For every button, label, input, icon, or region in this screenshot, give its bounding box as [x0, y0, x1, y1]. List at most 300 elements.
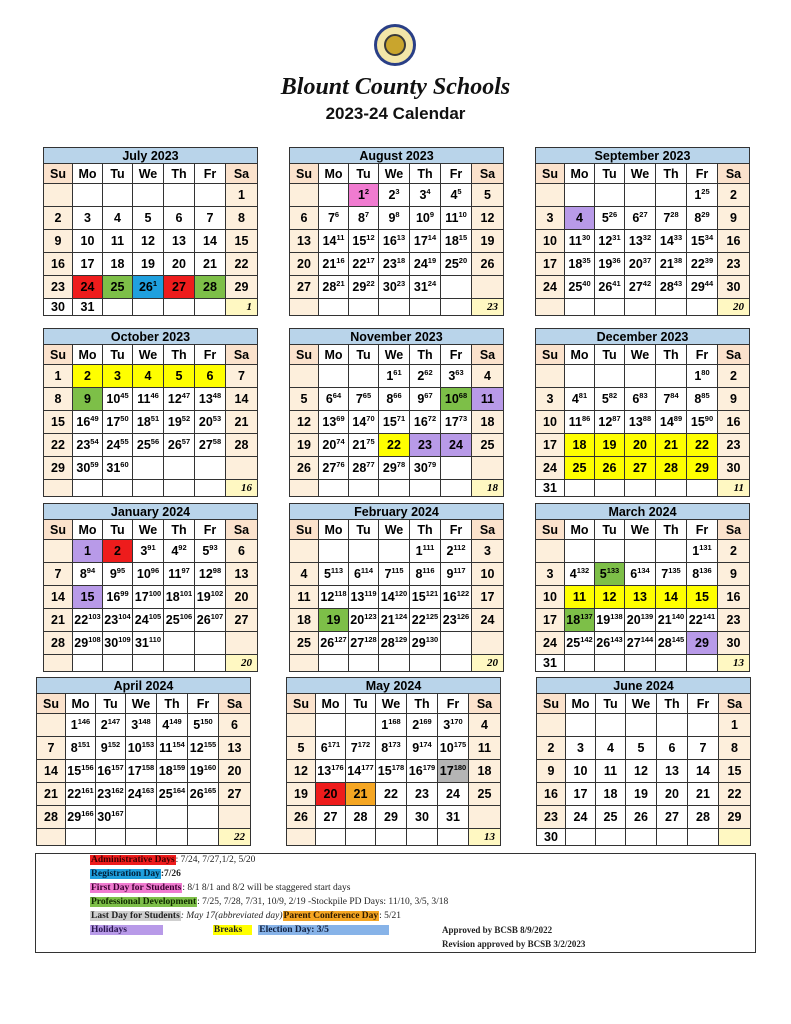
day-number: 19: [326, 613, 341, 627]
empty-cell: [441, 632, 472, 655]
weekday-header: Th: [164, 164, 195, 184]
empty-cell: [349, 655, 379, 672]
school-day-count: 49: [90, 413, 99, 423]
day-number: 5: [601, 392, 609, 406]
day-cell: [687, 253, 718, 276]
day-number: 16: [97, 764, 112, 778]
day-cell: [349, 563, 379, 586]
day-cell: [219, 783, 251, 806]
school-day-count: 56: [150, 436, 160, 446]
day-cell: [126, 760, 157, 783]
day-cell: [536, 609, 565, 632]
day-number: 21: [353, 787, 368, 801]
empty-cell: [44, 540, 73, 563]
day-cell: [287, 760, 316, 783]
day-number: 16: [544, 787, 558, 801]
day-number: 16: [726, 415, 741, 429]
day-number: 27: [633, 461, 647, 475]
day-number: 24: [106, 438, 121, 452]
day-number: 9: [547, 764, 555, 778]
day-number: 10: [136, 567, 151, 581]
weekday-header: We: [625, 345, 656, 365]
day-number: 18: [480, 415, 495, 429]
empty-cell: [536, 299, 565, 316]
day-cell: [687, 230, 718, 253]
day-cell: [410, 230, 441, 253]
day-number: 21: [380, 613, 395, 627]
day-number: 30: [104, 636, 119, 650]
day-cell: [133, 365, 164, 388]
day-cell: [595, 207, 625, 230]
day-cell: [37, 783, 66, 806]
empty-cell: [349, 299, 379, 316]
day-cell: [226, 411, 258, 434]
empty-cell: [133, 299, 164, 316]
school-day-count: 96: [150, 565, 160, 575]
day-cell: [44, 207, 73, 230]
day-cell: [290, 586, 319, 609]
school-day-count: 28: [670, 209, 679, 219]
day-number: 2: [388, 188, 396, 202]
day-cell: [349, 411, 379, 434]
day-number: 25: [480, 438, 495, 452]
day-cell: [469, 760, 501, 783]
day-cell: [37, 806, 66, 829]
school-day-count: 23: [396, 278, 406, 288]
school-day-count: 112: [453, 542, 466, 552]
day-cell: [410, 184, 441, 207]
day-cell: [219, 737, 251, 760]
day-number: 20: [323, 787, 338, 801]
legend-pd-row: [90, 897, 448, 907]
empty-cell: [133, 184, 164, 207]
day-cell: [290, 434, 319, 457]
day-number: 25: [444, 257, 459, 271]
day-number: 12: [141, 234, 155, 248]
day-cell: [565, 632, 595, 655]
day-cell: [379, 230, 410, 253]
page-title: Blount County Schools: [280, 74, 511, 100]
day-number: 17: [480, 590, 495, 604]
empty-cell: [103, 655, 133, 672]
day-cell: [536, 563, 565, 586]
legend-first-day-text: : 8/1 8/1 and 8/2 will be staggered start days: [182, 883, 351, 893]
school-day-count: 84: [670, 390, 679, 400]
school-day-count: 10: [458, 209, 467, 219]
day-cell: [438, 737, 469, 760]
weekday-header: Tu: [103, 520, 133, 540]
day-cell: [96, 760, 126, 783]
legend-first-day-row: [90, 883, 350, 893]
day-number: 1: [84, 544, 91, 558]
school-day-count: 153: [141, 739, 155, 749]
day-number: 16: [382, 234, 397, 248]
day-number: 23: [726, 438, 741, 452]
school-day-count: 8: [395, 209, 400, 219]
day-number: 1: [54, 369, 62, 383]
school-day-count: 48: [212, 390, 222, 400]
month-calendar: [535, 328, 750, 497]
day-number: 21: [696, 787, 710, 801]
day-number: 23: [726, 257, 741, 271]
weekday-header: Mo: [66, 694, 96, 714]
day-number: 2: [100, 718, 108, 732]
day-cell: [349, 184, 379, 207]
day-number: 14: [352, 415, 367, 429]
day-cell: [73, 434, 103, 457]
day-cell: [96, 737, 126, 760]
day-cell: [287, 806, 316, 829]
day-cell: [226, 276, 258, 299]
weekday-header: Sa: [469, 694, 501, 714]
school-day-count: 117: [453, 565, 466, 575]
day-cell: [126, 737, 157, 760]
day-number: 11: [297, 590, 311, 604]
day-cell: [626, 760, 657, 783]
day-cell: [718, 230, 750, 253]
day-number: 9: [730, 392, 737, 406]
day-cell: [44, 276, 73, 299]
school-day-count: 168: [388, 716, 401, 726]
day-number: 23: [415, 787, 429, 801]
school-day-count: 89: [673, 413, 683, 423]
day-cell: [349, 388, 379, 411]
school-day-count: 61: [393, 367, 402, 377]
day-number: 17: [543, 257, 557, 271]
day-number: 23: [104, 613, 119, 627]
weekday-header: Th: [410, 520, 441, 540]
weekday-header: Mo: [319, 520, 349, 540]
school-day-count: 175: [453, 739, 467, 749]
day-cell: [625, 586, 656, 609]
weekday-header: Fr: [188, 694, 219, 714]
day-cell: [410, 365, 441, 388]
day-number: 28: [234, 438, 249, 452]
school-day-count: 137: [580, 611, 593, 621]
empty-cell: [37, 829, 66, 846]
weekday-header: Su: [290, 345, 319, 365]
day-cell: [290, 632, 319, 655]
day-cell: [536, 276, 565, 299]
day-number: 5: [297, 741, 305, 755]
approval-note: Approved by BCSB 8/9/2022: [442, 925, 553, 935]
day-number: 6: [325, 392, 333, 406]
day-cell: [656, 411, 687, 434]
day-number: 26: [294, 810, 308, 824]
school-day-count: 128: [364, 634, 377, 644]
day-cell: [595, 434, 625, 457]
day-number: 28: [322, 280, 337, 294]
weekday-header: Th: [657, 694, 688, 714]
day-number: 3: [114, 369, 121, 383]
day-number: 31: [106, 461, 121, 475]
day-number: 8: [381, 741, 389, 755]
day-number: 28: [44, 810, 58, 824]
empty-cell: [376, 829, 407, 846]
day-number: 3: [484, 544, 491, 558]
school-day-count: 47: [181, 390, 191, 400]
month-title: July 2023: [44, 148, 258, 164]
day-cell: [625, 276, 656, 299]
day-cell: [73, 563, 103, 586]
school-day-count: 126: [456, 611, 470, 621]
day-number: 18: [566, 613, 581, 627]
day-cell: [219, 714, 251, 737]
school-day-count: 130: [425, 634, 439, 644]
empty-cell: [287, 829, 316, 846]
school-day-count: 30: [581, 232, 591, 242]
day-cell: [536, 411, 565, 434]
day-cell: [595, 609, 625, 632]
day-number: 25: [572, 461, 587, 475]
day-cell: [73, 276, 103, 299]
empty-cell: [438, 829, 469, 846]
weekday-header: Su: [536, 520, 565, 540]
empty-cell: [410, 299, 441, 316]
day-cell: [410, 540, 441, 563]
empty-cell: [226, 632, 258, 655]
school-day-count: 11: [336, 232, 345, 242]
day-number: 28: [51, 636, 65, 650]
day-cell: 30: [44, 299, 73, 316]
school-day-count: 111: [422, 542, 435, 552]
day-number: 29: [384, 810, 398, 824]
school-day-count: 62: [424, 367, 433, 377]
day-number: 18: [444, 234, 459, 248]
school-day-count: 35: [582, 255, 591, 265]
empty-cell: [157, 829, 188, 846]
empty-cell: [472, 632, 504, 655]
school-day-count: 77: [366, 459, 375, 469]
school-day-count: 160: [203, 762, 217, 772]
day-cell: [536, 230, 565, 253]
day-number: 28: [659, 280, 674, 294]
empty-cell: [410, 480, 441, 497]
day-number: 13: [227, 741, 242, 755]
school-day-count: 173: [388, 739, 401, 749]
day-cell: [441, 411, 472, 434]
day-number: 27: [227, 787, 242, 801]
day-number: 15: [80, 590, 95, 604]
school-day-count: 115: [391, 565, 404, 575]
school-day-count: 51: [150, 413, 160, 423]
day-cell: [195, 365, 226, 388]
day-number: 28: [664, 461, 678, 475]
day-cell: [319, 411, 349, 434]
day-cell: [103, 253, 133, 276]
day-number: 18: [297, 613, 311, 627]
day-number: 27: [628, 280, 643, 294]
school-day-count: 66: [393, 390, 402, 400]
day-number: 31: [134, 636, 149, 650]
day-number: 28: [352, 461, 367, 475]
day-number: 11: [110, 234, 125, 248]
weekday-header: Su: [44, 164, 73, 184]
day-cell: [319, 276, 349, 299]
day-number: 20: [350, 613, 365, 627]
weekday-header: Tu: [349, 520, 379, 540]
school-day-count: 140: [671, 611, 685, 621]
day-number: 10: [80, 234, 95, 248]
empty-cell: [625, 480, 656, 497]
day-cell: [656, 276, 687, 299]
day-number: 11: [445, 211, 459, 225]
school-day-count: 80: [701, 367, 710, 377]
day-number: 14: [44, 764, 58, 778]
empty-cell: [656, 480, 687, 497]
day-cell: [346, 806, 376, 829]
weekday-header: Th: [410, 164, 441, 184]
day-cell: [410, 411, 441, 434]
weekday-header: Tu: [103, 345, 133, 365]
day-cell: [595, 230, 625, 253]
day-number: 29: [382, 461, 397, 475]
day-number: 6: [206, 369, 214, 383]
day-cell: [164, 365, 195, 388]
day-number: 5: [175, 369, 183, 383]
day-cell: [625, 207, 656, 230]
day-number: 14: [664, 590, 678, 604]
month-calendar: [535, 503, 750, 672]
month-day-total: 16: [226, 480, 258, 497]
day-number: 9: [388, 211, 396, 225]
day-number: 9: [84, 392, 91, 406]
month-day-total: 22: [219, 829, 251, 846]
day-number: 20: [665, 787, 679, 801]
day-cell: [537, 760, 566, 783]
day-number: 10: [106, 392, 121, 406]
day-cell: [536, 457, 565, 480]
day-cell: [410, 388, 441, 411]
day-number: 29: [695, 636, 709, 650]
empty-cell: [595, 540, 625, 563]
empty-cell: [290, 480, 319, 497]
day-number: 12: [189, 741, 204, 755]
school-day-count: 19: [427, 255, 437, 265]
empty-cell: [195, 632, 226, 655]
day-number: 1: [70, 718, 78, 732]
day-cell: [73, 586, 103, 609]
day-cell: [195, 563, 226, 586]
school-day-count: 170: [450, 716, 463, 726]
day-cell: [656, 230, 687, 253]
day-number: 25: [136, 438, 151, 452]
day-cell: [625, 457, 656, 480]
empty-cell: [195, 480, 226, 497]
day-number: 22: [727, 787, 742, 801]
day-number: 27: [626, 636, 641, 650]
day-cell: [595, 411, 625, 434]
day-cell: [349, 609, 379, 632]
day-number: 26: [598, 280, 613, 294]
day-cell: [376, 737, 407, 760]
day-number: 6: [632, 392, 640, 406]
day-number: 22: [690, 257, 705, 271]
day-cell: 31: [536, 480, 565, 497]
month-title: September 2023: [536, 148, 750, 164]
day-cell: [410, 586, 441, 609]
day-number: 22: [74, 613, 89, 627]
day-cell: [719, 760, 751, 783]
legend-registration-row: [90, 869, 181, 879]
day-number: 5: [144, 211, 152, 225]
day-number: 4: [114, 211, 121, 225]
day-number: 15: [727, 764, 742, 778]
weekday-header: Su: [536, 164, 565, 184]
weekday-header: Mo: [566, 694, 596, 714]
day-number: 18: [568, 257, 583, 271]
day-cell: [316, 737, 346, 760]
day-cell: [472, 540, 504, 563]
day-cell: [126, 714, 157, 737]
empty-cell: [346, 714, 376, 737]
day-number: 18: [136, 415, 151, 429]
day-number: 29: [234, 280, 249, 294]
day-cell: [379, 457, 410, 480]
day-cell: [126, 783, 157, 806]
day-number: 30: [382, 280, 397, 294]
weekday-header: Sa: [719, 694, 751, 714]
day-number: 4: [481, 718, 488, 732]
weekday-header: Mo: [565, 345, 595, 365]
school-day-count: 46: [150, 390, 159, 400]
day-cell: [287, 783, 316, 806]
day-cell: [44, 230, 73, 253]
weekday-header: We: [376, 694, 407, 714]
weekday-header: Sa: [472, 164, 504, 184]
day-cell: [133, 609, 164, 632]
day-number: 24: [413, 257, 428, 271]
day-number: 14: [51, 590, 65, 604]
day-number: 27: [297, 280, 311, 294]
day-cell: [73, 632, 103, 655]
day-cell: [472, 253, 504, 276]
day-cell: [718, 563, 750, 586]
legend-election-label: Election Day: 3/5: [258, 925, 389, 935]
day-number: 16: [413, 415, 428, 429]
school-day-count: 16: [336, 255, 345, 265]
school-day-count: 167: [111, 808, 124, 818]
day-number: 5: [193, 718, 201, 732]
day-cell: [410, 563, 441, 586]
day-cell: [718, 365, 750, 388]
day-cell: [687, 632, 718, 655]
day-cell: [133, 207, 164, 230]
day-number: 12: [167, 392, 182, 406]
day-cell: [626, 806, 657, 829]
school-day-count: 97: [181, 565, 190, 575]
school-day-count: 82: [608, 390, 618, 400]
day-number: 23: [544, 810, 558, 824]
day-cell: [44, 563, 73, 586]
empty-cell: [73, 480, 103, 497]
day-number: 13: [665, 764, 679, 778]
day-number: 29: [352, 280, 367, 294]
day-number: 2: [114, 544, 121, 558]
day-number: 17: [106, 415, 121, 429]
empty-cell: [595, 655, 625, 672]
day-number: 24: [127, 787, 142, 801]
day-cell: [44, 457, 73, 480]
weekday-header: Mo: [565, 164, 595, 184]
day-number: 17: [134, 590, 149, 604]
day-number: 7: [206, 211, 214, 225]
day-number: 16: [442, 590, 457, 604]
day-number: 20: [297, 257, 311, 271]
empty-cell: [595, 480, 625, 497]
day-number: 8: [692, 567, 700, 581]
district-seal-logo: [374, 24, 416, 66]
